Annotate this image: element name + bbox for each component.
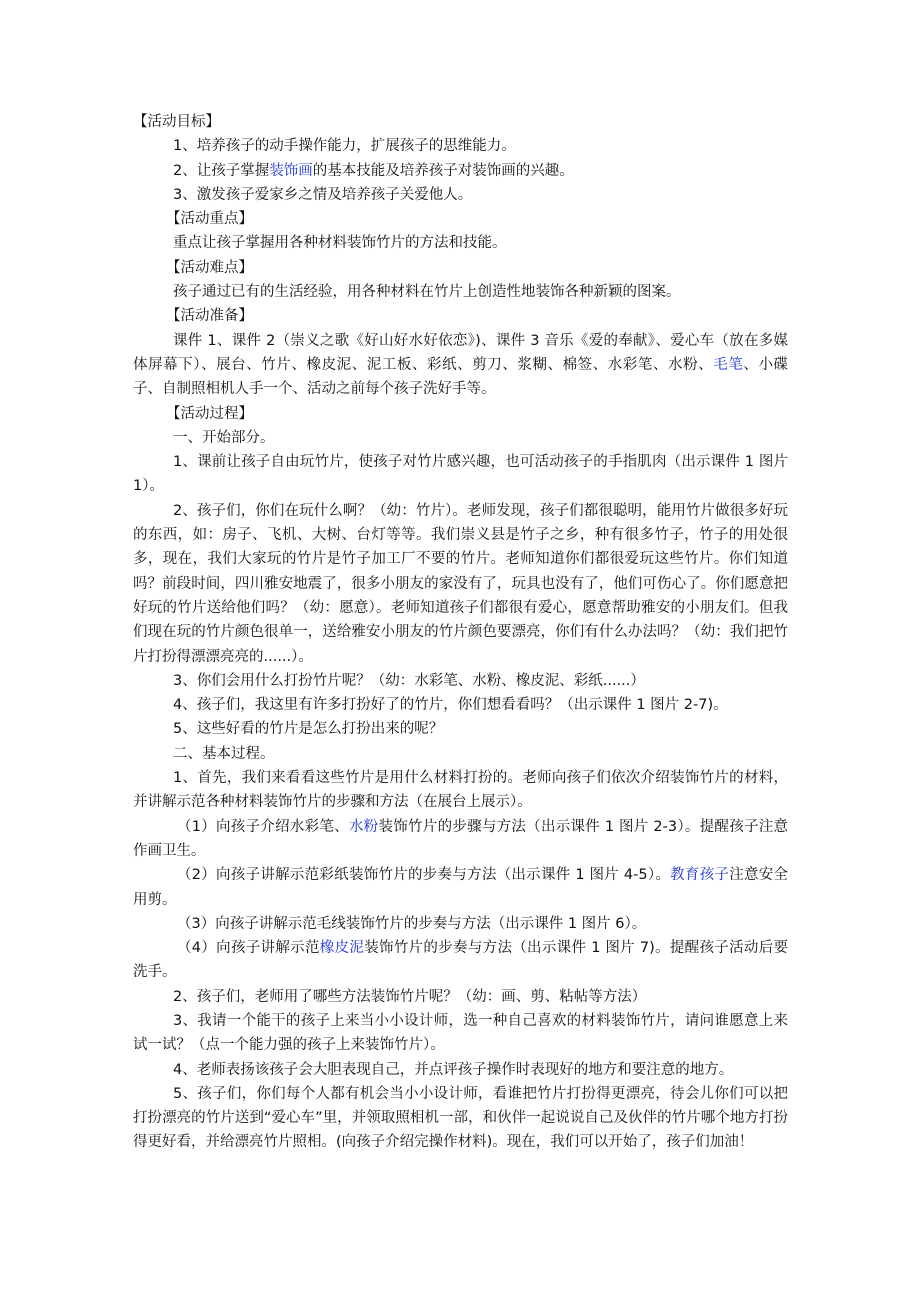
link-brush[interactable]: 毛笔 (713, 356, 744, 373)
basic-item-4: 4、老师表扬该孩子会大胆表现自己，并点评孩子操作时表现好的地方和要注意的地方。 (173, 1061, 734, 1078)
link-plasticine[interactable]: 橡皮泥 (319, 940, 365, 957)
difficulty: 孩子通过已有的生活经验，用各种材料在竹片上创造性地装饰各种新颖的图案。 (173, 284, 681, 301)
start-item-1: 1、课前让孩子自由玩竹片，使孩子对竹片感兴趣，也可活动孩子的手指肌肉（出示课件 1 图片 1）。 (133, 454, 788, 495)
heading-key-point: 【活动重点】 (166, 211, 253, 228)
link-gouache[interactable]: 水粉 (348, 818, 379, 835)
start-item-5: 5、这些好看的竹片是怎么打扮出来的呢？ (173, 721, 444, 738)
basic-item-1-1: （1）向孩子介绍水彩笔、水粉装饰竹片的步骤与方法（出示课件 1 图片 2-3）。提醒孩子注意作画卫生。 (133, 818, 789, 859)
key-point: 重点让孩子掌握用各种材料装饰竹片的方法和技能。 (173, 235, 507, 252)
heading-preparation: 【活动准备】 (166, 308, 253, 325)
basic-item-1-2: （2）向孩子讲解示范彩纸装饰竹片的步奏与方法（出示课件 1 图片 4-5）。教育孩子注意安全用剪。 (133, 867, 788, 908)
basic-item-1-3: （3）向孩子讲解示范毛线装饰竹片的步奏与方法（出示课件 1 图片 6）。 (177, 915, 647, 932)
basic-item-2: 2、孩子们，老师用了哪些方法装饰竹片呢？（幼：画、剪、粘帖等方法） (173, 988, 647, 1005)
basic-item-1: 1、首先，我们来看看这些竹片是用什么材料打扮的。老师向孩子们依次介绍装饰竹片的材料，并讲解示范各种材料装饰竹片的步骤和方法（在展台上展示）。 (133, 770, 788, 811)
start-item-2: 2、孩子们，你们在玩什么啊？（幼：竹片）。老师发现，孩子们都很聪明，能用竹片做很多好玩的东西，如：房子、飞机、大树、台灯等等。我们崇义县是竹子之乡，种有很多竹子，竹子的用处很多，现在，我们大家玩的竹片是竹子加工厂不要的竹片。老师知道你们都很爱玩这些竹片。你们知道吗？前段时间，四川雅安地震了，很多小朋友的家没有了，玩具也没有了，他们可伤心了。你们愿意把好玩的竹片送给他们吗？（幼：愿意）。老师知道孩子们都很有爱心，愿意帮助雅安的小朋友们。但我们现在玩的竹片颜色很单一，送给雅安小朋友的竹片颜色要漂亮，你们有什么办法吗？（幼：我们把竹片打扮得漂漂亮亮的......）。 (133, 502, 788, 665)
link-educate-children[interactable]: 教育孩子 (670, 867, 730, 884)
heading-goals: 【活动目标】 (133, 114, 220, 130)
preparation: 课件 1、课件 2（崇义之歌《好山好水好依恋》)、课件 3 音乐《爱的奉献》、爱心车（放在多媒体屏幕下）、展台、竹片、橡皮泥、泥工板、彩纸、剪刀、浆糊、棉签、水彩笔、水粉、毛笔、小碟子、自制照相机人手一个、活动之前每个孩子洗好手等。 (133, 332, 789, 398)
goal-3: 3、激发孩子爱家乡之情及培养孩子关爱他人。 (173, 186, 473, 203)
heading-process: 【活动过程】 (166, 405, 253, 422)
basic-item-1-4: （4）向孩子讲解示范橡皮泥装饰竹片的步奏与方法（出示课件 1 图片 7)。提醒孩子活动后要洗手。 (133, 940, 788, 981)
document-body (133, 110, 788, 1155)
heading-difficulty: 【活动难点】 (166, 259, 253, 276)
start-item-4: 4、孩子们，我这里有许多打扮好了的竹片，你们想看看吗？（出示课件 1 图片 2-7)。 (173, 697, 728, 714)
goal-1: 1、培养孩子的动手操作能力，扩展孩子的思维能力。 (173, 138, 516, 155)
goal-2: 2、让孩子掌握装饰画的基本技能及培养孩子对装饰画的兴趣。 (173, 162, 574, 179)
start-item-3: 3、你们会用什么打扮竹片呢？（幼：水彩笔、水粉、橡皮泥、彩纸......） (173, 672, 645, 689)
section-start: 一、开始部分。 (173, 429, 275, 446)
link-decorative-painting[interactable]: 装饰画 (269, 162, 313, 179)
section-basic: 二、基本过程。 (173, 745, 275, 762)
basic-item-5: 5、孩子们，你们每个人都有机会当小小设计师，看谁把竹片打扮得更漂亮，待会儿你们可以把打扮漂亮的竹片送到“爱心车”里，并领取照相机一部，和伙伴一起说说自己及伙伴的竹片哪个地方打扮得更好看，并给漂亮竹片照相。(向孩子介绍完操作材料)。现在，我们可以开始了，孩子们加油！ (133, 1085, 788, 1151)
basic-item-3: 3、我请一个能干的孩子上来当小小设计师，选一种自己喜欢的材料装饰竹片，请问谁愿意上来试一试？（点一个能力强的孩子上来装饰竹片）。 (133, 1012, 788, 1054)
